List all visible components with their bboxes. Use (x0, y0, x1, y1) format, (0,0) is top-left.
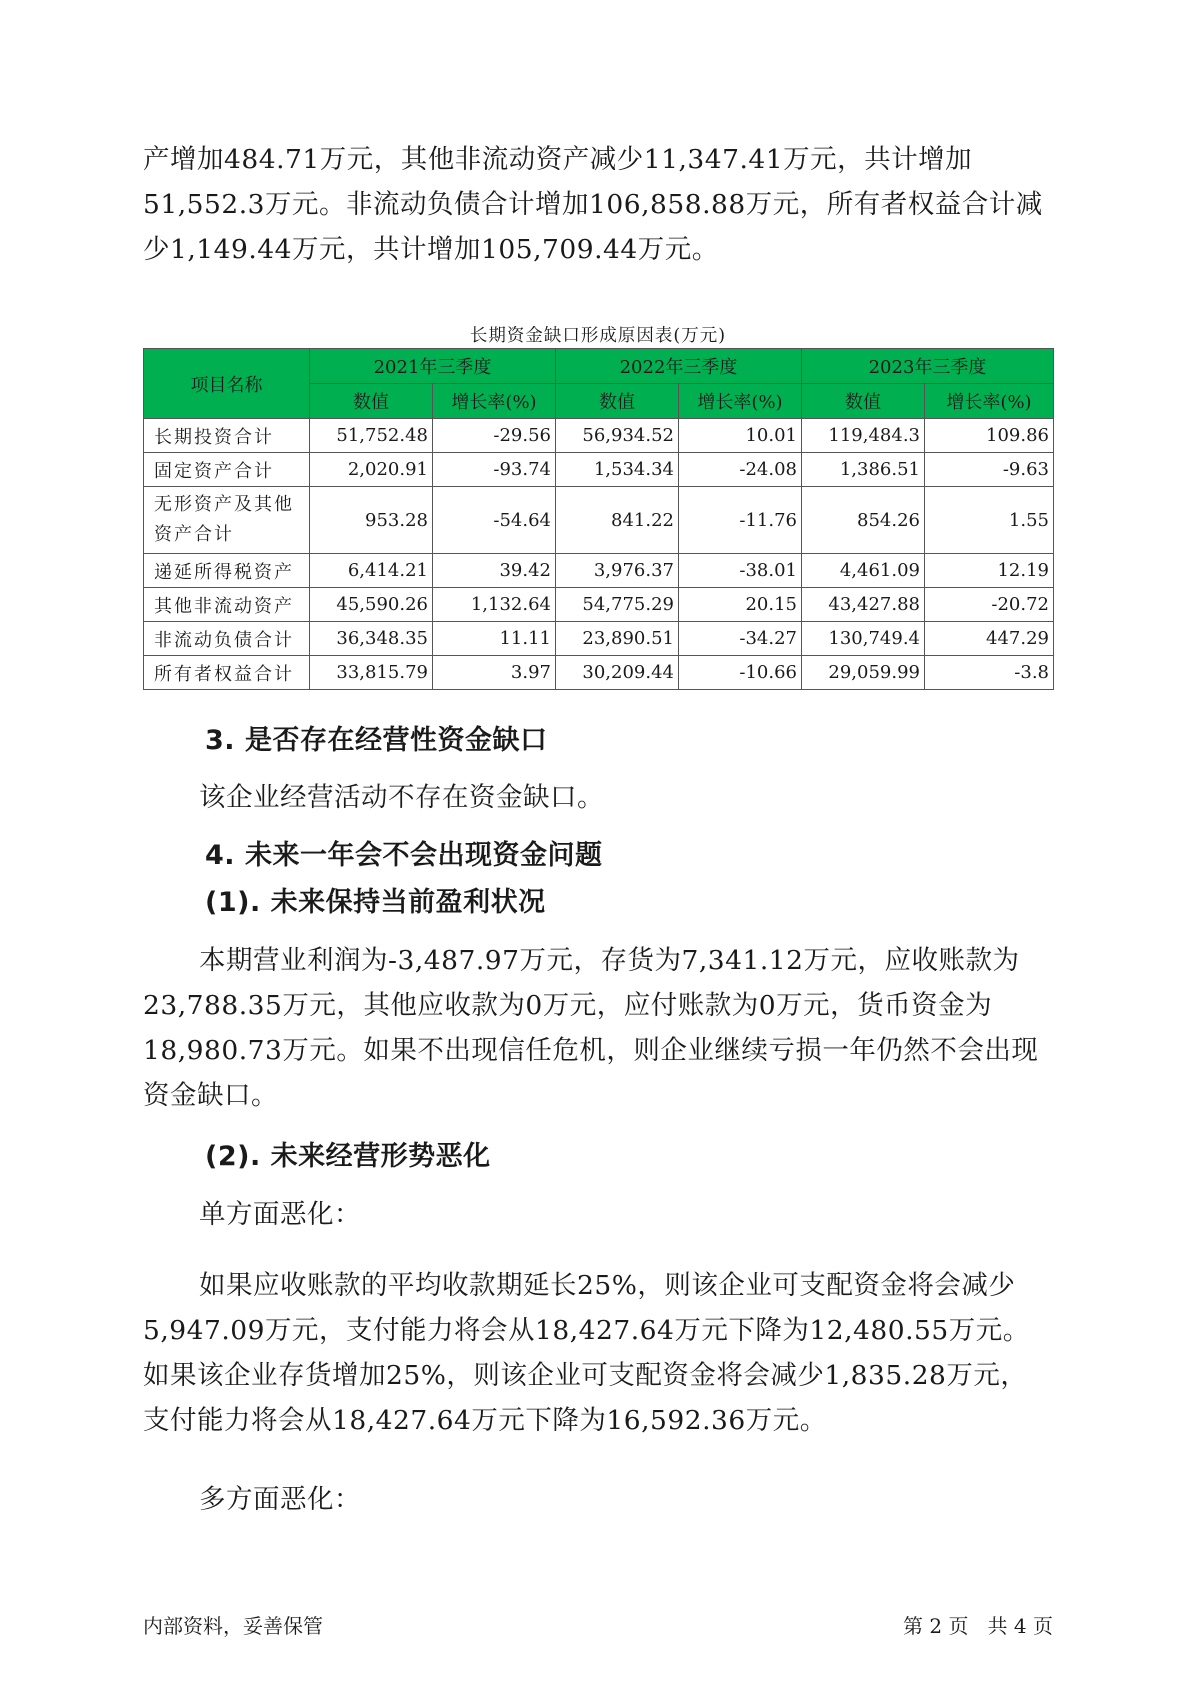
cell: 1.55 (925, 487, 1054, 554)
cell: 36,348.35 (310, 622, 433, 656)
table-row (144, 487, 1054, 554)
cell: -29.56 (433, 419, 556, 453)
row-label: 无形资产及其他资产合计 (144, 487, 310, 554)
multi-deterioration-label: 多方面恶化： (199, 1484, 361, 1515)
profit-paragraph: 本期营业利润为-3,487.97万元，存货为7,341.12万元，应收账款为23,788.35万元，其他应收款为0万元，应付账款为0万元，货币资金为18,980.73万元。如果不出现信任危机，则企业继续亏损一年仍然不会出现资金缺口。 (143, 945, 1039, 1111)
cell: 39.42 (433, 554, 556, 588)
cell: 109.86 (925, 419, 1054, 453)
cell: 45,590.26 (310, 588, 433, 622)
value-header: 数值 (556, 384, 679, 419)
cell: 119,484.3 (802, 419, 925, 453)
value-header: 数值 (310, 384, 433, 419)
single-deterioration-paragraph: 如果应收账款的平均收款期延长25%，则该企业可支配资金将会减少5,947.09万元，支付能力将会从18,427.64万元下降为12,480.55万元。如果该企业存货增加25%，则该企业可支配资金将会减少1,835.28万元，支付能力将会从18,427.64万元下降为16,592.36万元。 (143, 1270, 1030, 1436)
table-row (144, 554, 1054, 588)
cell: 51,752.48 (310, 419, 433, 453)
cell: -9.63 (925, 453, 1054, 487)
cell: 841.22 (556, 487, 679, 554)
subsection-heading: (1). 未来保持当前盈利状况 (205, 887, 546, 918)
table-row (144, 453, 1054, 487)
period-header: 2022年三季度 (556, 349, 802, 384)
cell: 854.26 (802, 487, 925, 554)
cell: 6,414.21 (310, 554, 433, 588)
cell: 11.11 (433, 622, 556, 656)
table-row (144, 588, 1054, 622)
cell: 33,815.79 (310, 656, 433, 690)
table-row (144, 419, 1054, 453)
row-label: 固定资产合计 (144, 453, 310, 487)
row-label: 所有者权益合计 (144, 656, 310, 690)
cell: -20.72 (925, 588, 1054, 622)
cell: -38.01 (679, 554, 802, 588)
row-label: 长期投资合计 (144, 419, 310, 453)
no-gap-paragraph: 该企业经营活动不存在资金缺口。 (199, 782, 604, 813)
period-header: 2023年三季度 (802, 349, 1054, 384)
growth-header: 增长率(%) (925, 384, 1054, 419)
cell: 23,890.51 (556, 622, 679, 656)
growth-header: 增长率(%) (433, 384, 556, 419)
cell: 3,976.37 (556, 554, 679, 588)
section-heading: 3. 是否存在经营性资金缺口 (205, 725, 548, 756)
section-heading: 4. 未来一年会不会出现资金问题 (205, 840, 603, 871)
cell: 30,209.44 (556, 656, 679, 690)
cell: -34.27 (679, 622, 802, 656)
table-caption: 长期资金缺口形成原因表(万元) (469, 326, 727, 346)
cell: -10.66 (679, 656, 802, 690)
growth-header: 增长率(%) (679, 384, 802, 419)
value-header: 数值 (802, 384, 925, 419)
cell: 1,534.34 (556, 453, 679, 487)
cell: 3.97 (433, 656, 556, 690)
cell: -93.74 (433, 453, 556, 487)
table-row (144, 622, 1054, 656)
cell: 1,386.51 (802, 453, 925, 487)
cell: 10.01 (679, 419, 802, 453)
footer-confidential-note: 内部资料，妥善保管 (143, 1614, 323, 1638)
intro-paragraph: 产增加484.71万元，其他非流动资产减少11,347.41万元，共计增加51,552.3万元。非流动负债合计增加106,858.88万元，所有者权益合计减少1,149.44万元，共计增加105,709.44万元。 (143, 144, 1043, 265)
single-deterioration-label: 单方面恶化： (199, 1199, 361, 1230)
period-header: 2021年三季度 (310, 349, 556, 384)
row-label: 其他非流动资产 (144, 588, 310, 622)
cell: 4,461.09 (802, 554, 925, 588)
cell: -24.08 (679, 453, 802, 487)
cell: -3.8 (925, 656, 1054, 690)
cell: 56,934.52 (556, 419, 679, 453)
cell: 12.19 (925, 554, 1054, 588)
cell: 447.29 (925, 622, 1054, 656)
long-term-funding-gap-table (143, 348, 1054, 690)
row-label: 非流动负债合计 (144, 622, 310, 656)
cell: 1,132.64 (433, 588, 556, 622)
row-label: 递延所得税资产 (144, 554, 310, 588)
cell: 54,775.29 (556, 588, 679, 622)
cell: 29,059.99 (802, 656, 925, 690)
cell: 130,749.4 (802, 622, 925, 656)
cell: 20.15 (679, 588, 802, 622)
page-number: 第 2 页 共 4 页 (903, 1614, 1053, 1638)
subsection-heading: (2). 未来经营形势恶化 (205, 1141, 491, 1172)
cell: -11.76 (679, 487, 802, 554)
cell: 2,020.91 (310, 453, 433, 487)
cell: 43,427.88 (802, 588, 925, 622)
cell: 953.28 (310, 487, 433, 554)
table-row (144, 656, 1054, 690)
cell: -54.64 (433, 487, 556, 554)
item-name-header: 项目名称 (144, 349, 310, 419)
